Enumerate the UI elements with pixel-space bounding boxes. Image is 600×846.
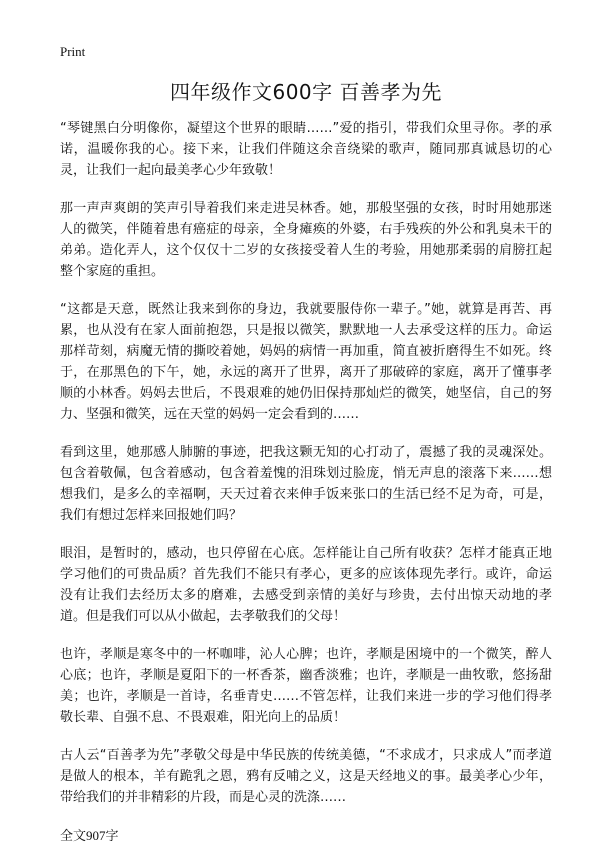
article-title: 四年级作文600字 百善孝为先 <box>169 80 443 104</box>
paragraph-7: 古人云“百善孝为先”孝敬父母是中华民族的传统美德，“不求成才，只求成人”而孝道是做人的根本，羊有跪乳之恩，鸦有反哺之义，这是天经地义的事。最美孝心少年，带给我们的并非精彩的片段，而是心灵的洗涤…… <box>60 748 552 805</box>
word-count: 全文907字 <box>60 828 119 843</box>
paragraph-1: “琴键黑白分明像你，凝望这个世界的眼睛……”爱的指引，带我们众里寻你。孝的承诺，温暖你我的心。接下来，让我们伴随这余音绕梁的歌声，随同那真诚恳切的心灵，让我们一起向最美孝心少年致敬！ <box>60 121 552 178</box>
paragraph-5: 眼泪，是暂时的，感动，也只停留在心底。怎样能让自己所有收获？怎样才能真正地学习他们的可贵品质？首先我们不能只有孝心，更多的应该体现先孝行。或许，命运没有让我们去经历太多的磨难，去感受到亲情的美好与珍贵，去付出惊天动地的孝道。但是我们可以从小做起，去孝敬我们的父母！ <box>60 546 552 624</box>
article-body <box>60 118 552 846</box>
paragraph-4: 看到这里，她那感人肺腑的事迹，把我这颗无知的心打动了，震撼了我的灵魂深处。包含着敬佩，包含着感动，包含着羞愧的泪珠划过脸庞，悄无声息的滚落下来……想想我们，是多么的幸福啊，天天过着衣来伸手饭来张口的生活已经不足为奇，可是，我们有想过怎样来回报她们吗？ <box>60 445 552 523</box>
paragraph-3: “这都是天意，既然让我来到你的身边，我就要服侍你一辈子。”她，就算是再苦、再累，也从没有在家人面前抱怨，只是报以微笑，默默地一人去承受这样的压力。命运那样苛刻，病魔无情的撕咬着她，妈妈的病情一再加重，简直被折磨得生不如死。终于，在那黑色的下午，她，永远的离开了世界，离开了那破碎的家庭，离开了懂事孝顺的小林香。妈妈去世后，不畏艰难的她仍旧保持那灿烂的微笑，她坚信，自己的努力、坚强和微笑，远在天堂的妈妈一定会看到的…… <box>60 302 552 422</box>
paragraph-2: 那一声声爽朗的笑声引导着我们来走进吴林香。她，那般坚强的女孩，时时用她那迷人的微笑，伴随着患有癌症的母亲，全身瘫痪的外婆，右手残疾的外公和乳臭未干的弟弟。造化弄人，这个仅仅十二岁的女孩接受着人生的考验，用她那柔弱的肩膀扛起整个家庭的重担。 <box>60 201 552 279</box>
print-link[interactable]: Print <box>60 44 86 59</box>
paragraph-6: 也许，孝顺是寒冬中的一杯咖啡，沁人心脾；也许，孝顺是困境中的一个微笑，醉人心底；也许，孝顺是夏阳下的一杯香茶，幽香淡雅；也许，孝顺是一曲牧歌，悠扬甜美；也许，孝顺是一首诗，名垂青史……不管怎样，让我们来进一步的学习他们得孝敬长辈、自强不息、不畏艰难，阳光向上的品质！ <box>60 647 552 725</box>
